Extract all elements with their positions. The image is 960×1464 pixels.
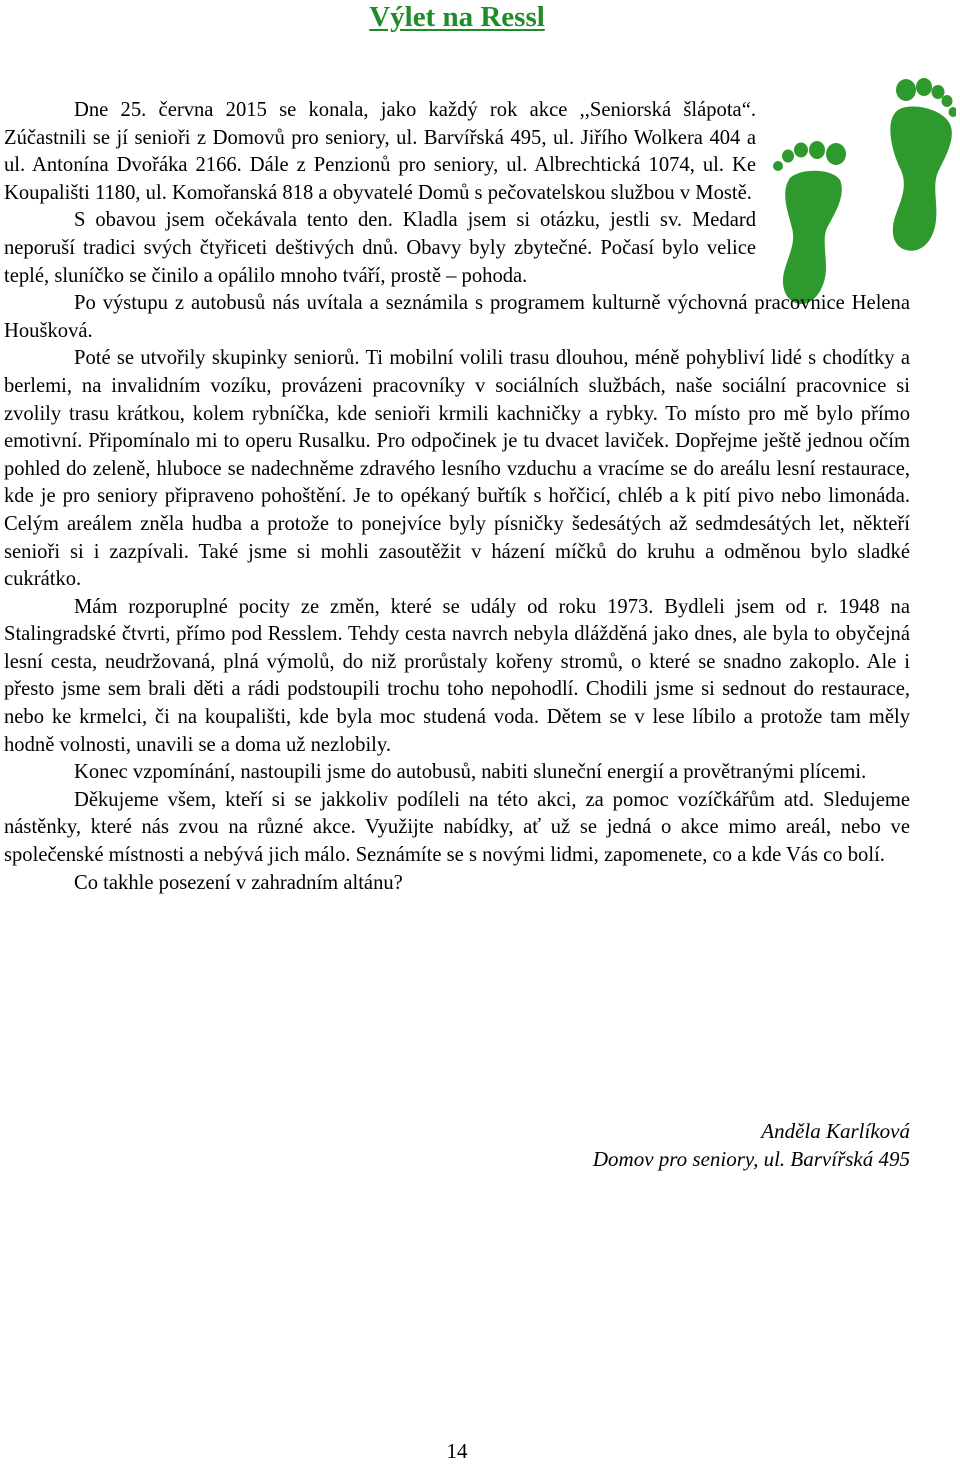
paragraph-memories: Mám rozporuplné pocity ze změn, které se udály od roku 1973. Bydleli jsem od r. 1948 na Stalingradské čtvrti, přímo pod Resslem. Tehdy cesta navrch nebyla dlážděná jako dnes, ale byla to obyčejná lesní cesta, neudržovaná, plná výmolů, do niž prorůstaly kořeny stromů, o které se snadno zakoplo. Ale i přesto jsme sem brali děti a rádi podstoupili trochu toho nepohodlí. Chodili jsme si sednout do restaurace, nebo ke krmelci, či na koupališti, kde byla moc studená voda. Dětem se v lese líbilo a protože tam měly hodně volnosti, unavili se a doma už nezlobily.	[4, 595, 910, 756]
article-body	[4, 97, 910, 897]
paragraph-intro: Dne 25. června 2015 se konala, jako každý rok akce ,,Seniorská šlápota“. Zúčastnili se jí senioři z Domovů pro seniory, ul. Barvířská 495, ul. Jiřího Wolkera 404 a ul. Antonína Dvořáka 2166. Dále z Penzionů pro seniory, ul. Albrechtická 1074, ul. Ke Koupališti 1180, ul. Komořanská 818 a obyvatelé Domů s pečovatelskou službou v Mostě.	[4, 99, 756, 204]
signature-institution: Domov pro seniory, ul. Barvířská 495	[592, 1147, 910, 1171]
paragraph-closing: Co takhle posezení v zahradním altánu?	[74, 871, 403, 894]
paragraph-thanks: Děkujeme všem, kteří si se jakkoliv podíleli na této akci, za pomoc vozíčkářům atd. Sledujeme nástěnky, které nás zvou na různé akce. Využijte nabídky, ať už se jedná o akce mimo areál, nebo ve společenské místnosti a nebývá jich málo. Seznámíte se s novými lidmi, zapomenete, co a kde Vás co bolí.	[4, 788, 910, 867]
signature	[593, 1117, 910, 1173]
page-number: 14	[446, 1439, 468, 1463]
paragraph-welcome: Po výstupu z autobusů nás uvítala a seznámila s programem kulturně výchovná pracovnice Helena Houšková.	[4, 292, 910, 342]
article-title: Výlet na Ressl	[369, 1, 545, 33]
paragraph-groups: Poté se utvořily skupinky seniorů. Ti mobilní volili trasu dlouhou, méně pohybliví lidé s chodítky a berlemi, na invalidním vozíku, provázeni pracovníky v sociálních službách, naše sociální pracovnice si zvolily trasu krátkou, kolem rybníčka, kde senioři krmili kachničky a rybky. To místo pro mě bylo přímo emotivní. Připomínalo mi to operu Rusalku. Pro odpočinek je tu dvacet laviček. Dopřejme ještě jednou očím pohled do zeleně, hluboce se nadechněme zdravého lesního vzduchu a vracíme se do areálu lesní restaurace, kde je pro seniory připraveno pohoštění. Je to opékaný buřtík s hořčicí, chléb a k pití pivo nebo limonáda. Celým areálem zněla hudba a protože to ponejvíce byly písničky šedesátých až sedmdesátých let, někteří senioři si i zazpívali. Také jsme si mohli zasoutěžit v házení míčků do kruhu a odměnou bylo sladké cukrátko.	[4, 347, 910, 591]
paragraph-weather: S obavou jsem očekávala tento den. Kladla jsem si otázku, jestli sv. Medard neporuší tradici svých čtyřiceti deštivých dnů. Obavy byly zbytečné. Počasí bylo velice teplé, sluníčko se činilo a opálilo mnoho tváří, prostě – pohoda.	[4, 209, 756, 287]
signature-author: Anděla Karlíková	[761, 1119, 910, 1143]
paragraph-return: Konec vzpomínání, nastoupili jsme do autobusů, nabiti sluneční energií a provětranými plícemi.	[74, 761, 867, 784]
